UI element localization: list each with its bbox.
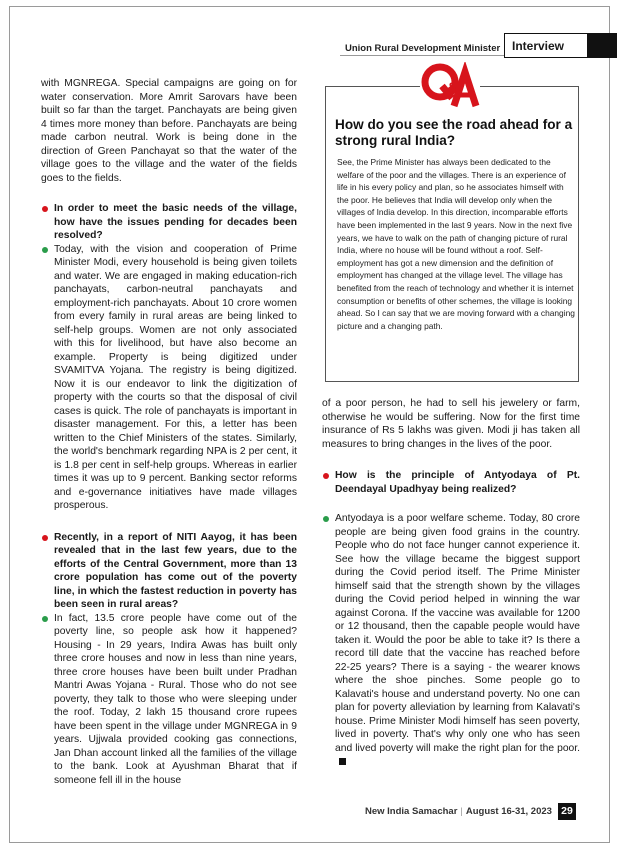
qa-question: How do you see the road ahead for a strong rural India? — [335, 117, 573, 148]
continued-paragraph: of a poor person, he had to sell his jewelery or farm, otherwise he would be suffering. Now for the first time insurance of Rs 5 lakhs was given. Modi ji has taken all measures to bring changes in the lives of the poor. — [322, 398, 580, 450]
answer-1 — [41, 243, 297, 513]
qa-logo-icon — [420, 62, 480, 108]
page-number: 29 — [558, 803, 576, 820]
qa-answer: See, the Prime Minister has always been dedicated to the welfare of the poor and the villages. There is an experience of life in his every policy and plan, so he associates himself with the poor. He believes that India will develop only when the villages of India develop. In this direction, incomparable efforts have been implemented in the last 9 years. Now in the next five years, we have to walk on the path of changing picture of rural India, where no house will be found without a roof. Self-employment has got a new dimension and the definition of employment has changed at the village level. The village has benefited from the reach of technology and whether it is internet consumption or benefits of other schemes, the village is looking ahead. So I can say that we are moving forward with a changing picture and a changing path. — [337, 157, 575, 331]
answer-1-text: Today, with the vision and cooperation of Prime Minister Modi, every household is being given toilets and water. We are engaged in making education-rich panchayats, carbon-neutral panchayats and employment-rich panchayats. About 10 crore women from every family in rural areas are being linked to self-help groups. Women are not only associated with this for livelihood, but have also become an example. Property is being digitized under SVAMITVA Yojana. The registry is being digitized. Now it is our endeavor to link the digitization of property with the courts so that the disposal of civil cases is quick. The role of panchayats is important in disaster management. For this, a letter has been written to the Chief Ministers of the states. Similarly, the world's benchmark regarding NPA is 2 per cent, it is 1.8 per cent in self-help groups. Whereas in earlier times it was up to 9 percent. Banking sector reforms and e-governance initiatives have made villages prosperous. — [54, 243, 297, 511]
answer-3-text: Antyodaya is a poor welfare scheme. Today, 80 crore people are being given food grains in the country. People who do not face hunger cannot experience it. See how the village became the biggest support during the Covid period itself. The Prime Minister himself said that the strength shown by the villages during the Covid period helped in winning the war against Corona. If the vaccine was available for 1200 or 12 thousand, then the capable people would have taken it. Would the poor be able to take it? Is there a record till date that the vaccine has reached before 22-25 years? There is a saying - the wearer knows where the shoe pinches. Some people go to Kalavati's house and understand poverty. No one can plan for poverty alleviation by learning from Kalavati's house. Prime Minister Modi himself has seen poverty, lived in poverty. That's why only one who has seen and lived poverty will make the right plan for the poor. — [335, 513, 580, 754]
svg-text:&: & — [447, 79, 458, 95]
answer-bullet-icon — [42, 247, 48, 253]
question-3-text: How is the principle of Antyodaya of Pt. Deendayal Upadhyay being realized? — [335, 470, 580, 495]
question-bullet-icon — [323, 473, 329, 479]
answer-bullet-icon — [42, 616, 48, 622]
answer-3 — [322, 512, 580, 769]
interview-tag: Interview — [504, 33, 588, 58]
header-rule — [340, 55, 505, 56]
question-1 — [41, 202, 297, 243]
left-column — [41, 77, 297, 787]
question-bullet-icon — [42, 535, 48, 541]
answer-2-text: In fact, 13.5 crore people have come out of the poverty line, so people ask how it happened? Housing - In 29 years, Indira Awas has built only three crore houses and now in less than nine years, three crore houses have been built under Pradhan Mantri Awas Yojana - Rural. Those who do not see poverty, they talk to those who were sleeping under the roof. Today, 2 lakh 15 thousand crore rupees have been spent in the village under MGNREGA in 9 years. Ujjwala provided cooking gas connections, Jan Dhan account linked all the families of the village to the bank. Look at Ayushman Bharat that if someone fell ill in the house — [54, 612, 297, 786]
question-1-text: In order to meet the basic needs of the village, how have the issues pending for decades been resolved? — [54, 203, 297, 241]
footer: New India Samachar | August 16-31, 2023 — [365, 806, 552, 817]
right-column — [322, 397, 580, 769]
question-2-text: Recently, in a report of NITI Aayog, it has been revealed that in the last few years, due to the efforts of the Central Government, more than 13 crore population has come out of the poverty line, in which the fastest reduction in poverty has been seen in rural areas? — [54, 531, 297, 610]
section-title: Union Rural Development Minister — [345, 43, 501, 54]
question-3 — [322, 469, 580, 496]
answer-bullet-icon — [323, 516, 329, 522]
publication-name: New India Samachar — [365, 806, 458, 817]
header-black-tab — [588, 33, 617, 58]
intro-paragraph: with MGNREGA. Special campaigns are going on for water conservation. More Amrit Sarovars have been built so far than the target. Panchayats are being given 4 times more money than before. Panchayats are being made carbon neutral. Work is being done in the direction of Green Panchayat so that the water of the village goes to the village and the water of the fields goes to the fields. — [41, 78, 297, 184]
issue-date: August 16-31, 2023 — [465, 806, 552, 817]
question-2 — [41, 531, 297, 612]
answer-2 — [41, 612, 297, 788]
end-mark-icon — [339, 758, 346, 765]
question-bullet-icon — [42, 206, 48, 212]
